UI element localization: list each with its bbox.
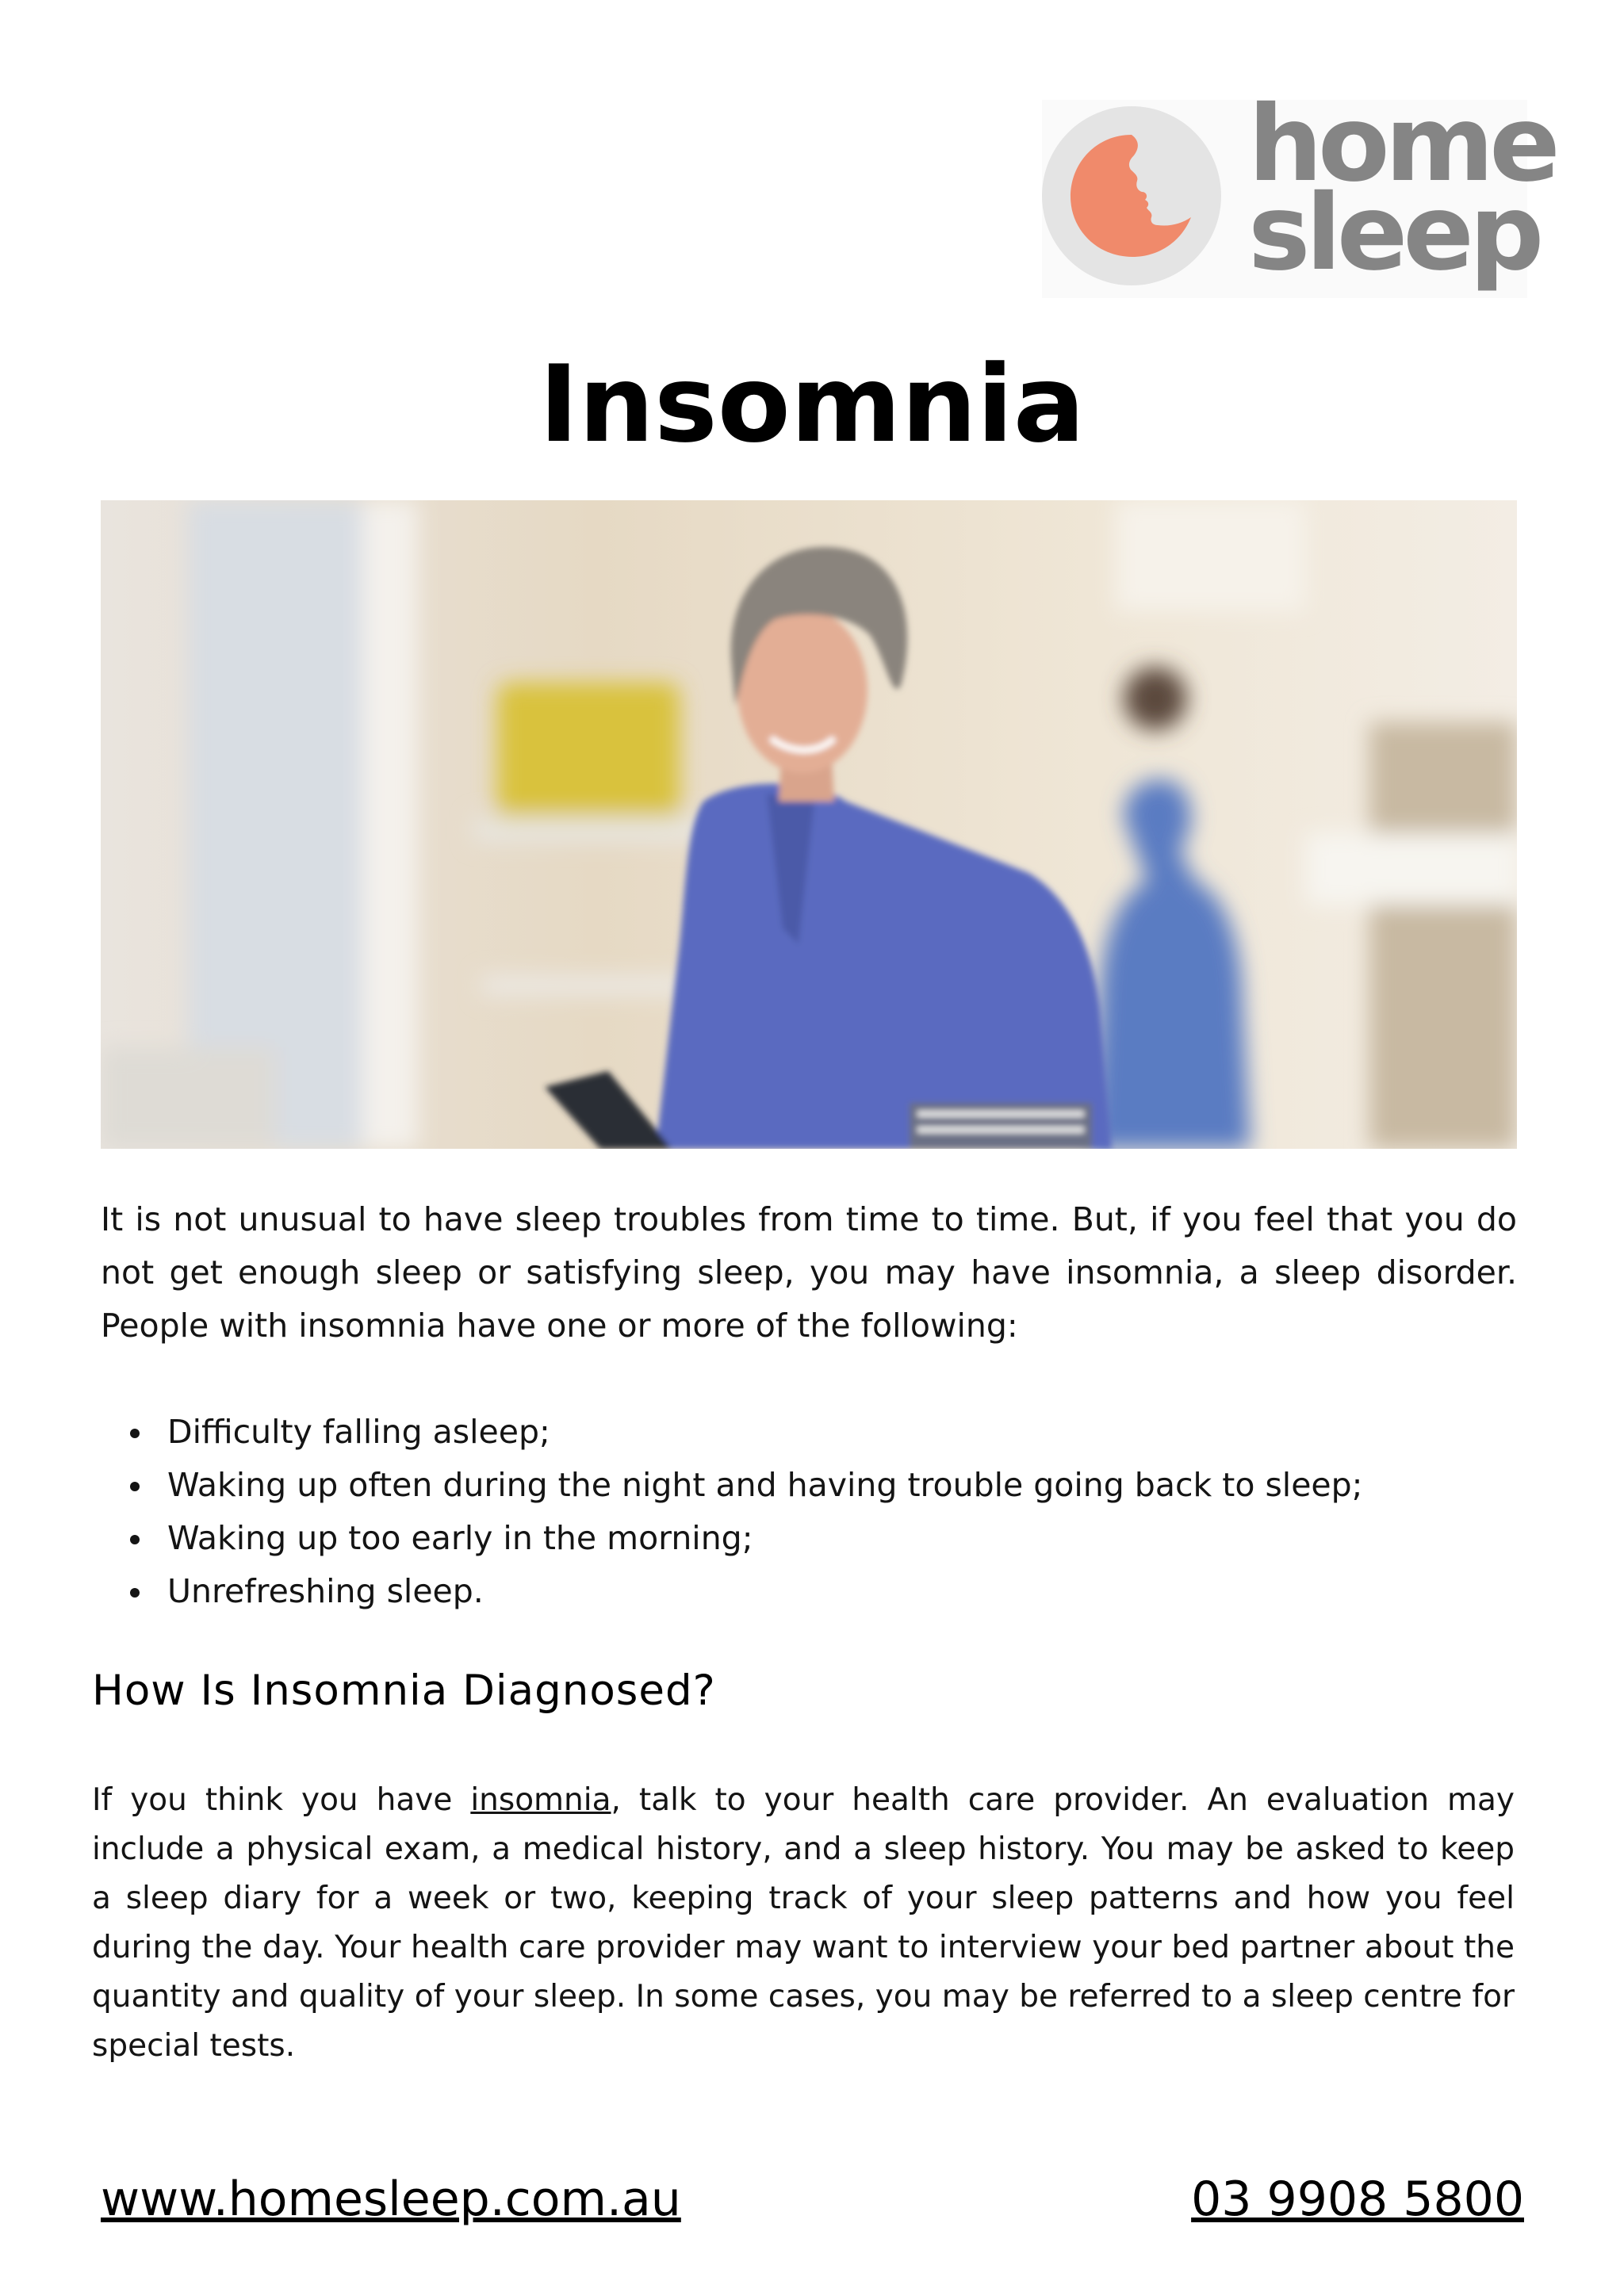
- phone-link[interactable]: 03 9908 5800: [1191, 2172, 1524, 2227]
- diagnosis-text-rest: , talk to your health care provider. An evaluation may include a physical exam, a medical history, and a sleep history. You may be asked to keep a sleep diary for a week or two, keeping track of your sleep patterns and how you feel during the day. Your health care provider may want to interview your bed partner about the quantity and quality of your sleep. In some cases, you may be referred to a sleep centre for special tests.: [92, 1782, 1515, 2064]
- list-item: [101, 1565, 1517, 1618]
- logo-wordmark: [1248, 83, 1556, 294]
- diagnosis-heading: How Is Insomnia Diagnosed?: [92, 1667, 716, 1715]
- photo-illustration: [101, 500, 1517, 1149]
- list-item: [101, 1459, 1517, 1512]
- symptom-text: Waking up often during the night and having trouble going back to sleep;: [167, 1466, 1363, 1504]
- crescent-face-icon: [1064, 128, 1199, 263]
- symptom-text: Waking up too early in the morning;: [167, 1519, 753, 1557]
- symptom-text: Unrefreshing sleep.: [167, 1572, 484, 1610]
- list-item: [101, 1512, 1517, 1565]
- diagnosis-text-start: If you think you have: [92, 1782, 471, 1818]
- bullet-icon: [130, 1429, 140, 1438]
- bullet-icon: [130, 1482, 140, 1491]
- logo-word-sleep: sleep: [1248, 172, 1540, 294]
- intro-paragraph: It is not unusual to have sleep troubles from time to time. But, if you feel that you do not get enough sleep or satisfying sleep, you may have insomnia, a sleep disorder. People with insomnia have one or more of the following:: [101, 1200, 1517, 1345]
- nurse-photo: [101, 500, 1517, 1149]
- logo-word-home: home: [1248, 83, 1556, 205]
- page-title: Insomnia: [538, 342, 1086, 466]
- list-item: [101, 1406, 1517, 1459]
- website-link[interactable]: www.homesleep.com.au: [101, 2172, 681, 2227]
- bullet-icon: [130, 1535, 140, 1544]
- bullet-icon: [130, 1588, 140, 1598]
- homesleep-logo: [1042, 83, 1556, 298]
- symptom-list: [101, 1406, 1517, 1618]
- symptom-text: Difficulty falling asleep;: [167, 1413, 550, 1451]
- diagnosis-paragraph: [92, 1776, 1515, 2071]
- insomnia-link[interactable]: insomnia: [470, 1782, 611, 1818]
